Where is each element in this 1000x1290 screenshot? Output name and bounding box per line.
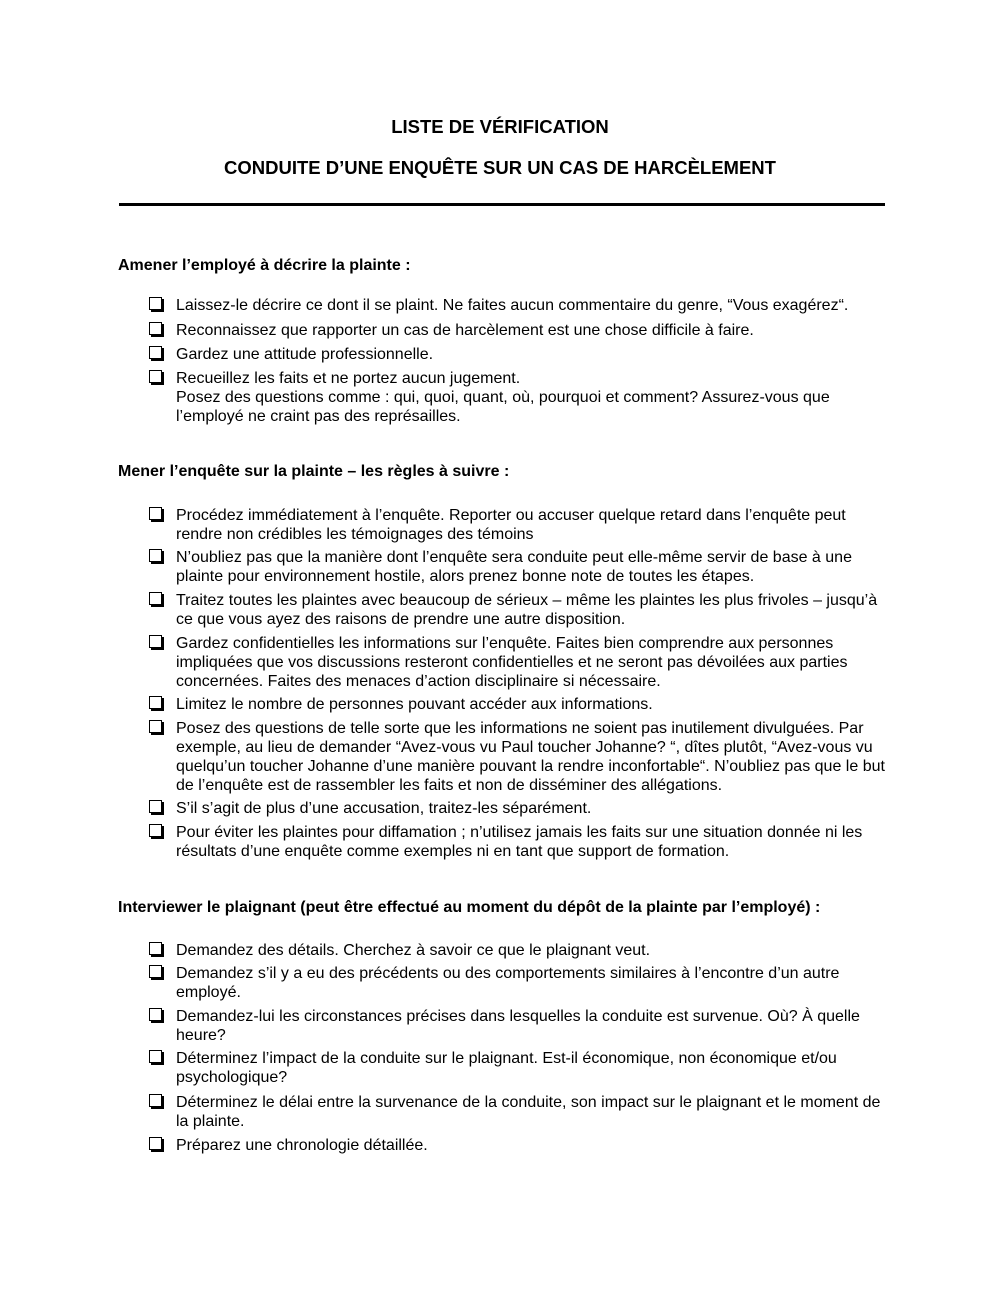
checkbox-icon[interactable] [149, 322, 162, 335]
checklist-item [176, 321, 888, 340]
checklist-item [176, 1136, 888, 1155]
checklist-item-text: Préparez une chronologie détaillée. [176, 1137, 428, 1154]
checklist-item-text: Demandez s’il y a eu des précédents ou des comportements similaires à l’encontre d’un autre employé. [176, 965, 840, 1001]
checklist-item-text: Déterminez le délai entre la survenance de la conduite, son impact sur le plaignant et le moment de la plainte. [176, 1094, 881, 1130]
checklist-item [176, 695, 888, 714]
checkbox-icon[interactable] [149, 824, 162, 837]
checklist-item [176, 591, 888, 629]
checklist-item-text: Gardez une attitude professionnelle. [176, 346, 434, 363]
checklist-item-text: N’oubliez pas que la manière dont l’enquête sera conduite peut elle-même servir de base à une plainte pour environnement hostile, alors prenez bonne note de toutes les étapes. [176, 549, 852, 585]
section-heading-interview-complainant: Interviewer le plaignant (peut être effectué au moment du dépôt de la plainte par l’employé) : [118, 899, 821, 916]
document-title: LISTE DE VÉRIFICATION [391, 116, 609, 137]
checklist-item [176, 369, 888, 426]
checklist-item [176, 345, 888, 364]
checklist-item-text: Gardez confidentielles les informations sur l’enquête. Faites bien comprendre aux personnes impliquées que vos discussions resteront confidentielles et ne seront pas dévoilées aux parties concernées. Faites des menaces d’action disciplinaire si nécessaire. [176, 635, 848, 690]
checkbox-icon[interactable] [149, 1050, 162, 1063]
checklist-item [176, 1093, 888, 1131]
checklist-item-text: S’il s’agit de plus d’une accusation, traitez-les séparément. [176, 800, 592, 817]
checkbox-icon[interactable] [149, 720, 162, 733]
checkbox-icon[interactable] [149, 549, 162, 562]
checklist-item-text: Pour éviter les plaintes pour diffamation ; n’utilisez jamais les faits sur une situation donnée ni les résultats d’une enquête comme exemples ni en tant que support de formation. [176, 824, 863, 860]
document-subtitle: CONDUITE D’UNE ENQUÊTE SUR UN CAS DE HARCÈLEMENT [224, 157, 776, 178]
checkbox-icon[interactable] [149, 1137, 162, 1150]
checkbox-icon[interactable] [149, 370, 162, 383]
checklist-item [176, 1007, 888, 1045]
checklist-item [176, 964, 888, 1002]
checklist-item [176, 296, 888, 315]
checklist-item-text: Reconnaissez que rapporter un cas de harcèlement est une chose difficile à faire. [176, 322, 754, 339]
checkbox-icon[interactable] [149, 1008, 162, 1021]
checkbox-icon[interactable] [149, 592, 162, 605]
checkbox-icon[interactable] [149, 346, 162, 359]
checklist-item-text: Procédez immédiatement à l’enquête. Reporter ou accuser quelque retard dans l’enquête peut rendre non crédibles les témoignages des témoins [176, 507, 846, 543]
title-divider [119, 203, 885, 206]
checkbox-icon[interactable] [149, 1094, 162, 1107]
checklist-item-text: Posez des questions de telle sorte que les informations ne soient pas inutilement divulguées. Par exemple, au lieu de demander “Avez-vous vu Paul toucher Johanne? “, dîtes plutôt, “Avez-vous vu quelqu’un toucher Johanne d’une manière pouvant la rendre inconfortable“. N’oubliez pas que le but de l’enquête est de rassembler les faits et non de disséminer des allégations. [176, 720, 885, 794]
checklist-item-text: Demandez des détails. Cherchez à savoir ce que le plaignant veut. [176, 942, 651, 959]
checklist-item [176, 506, 888, 544]
checkbox-icon[interactable] [149, 942, 162, 955]
checklist-item-text: Recueillez les faits et ne portez aucun jugement. [176, 370, 521, 387]
checklist-item [176, 941, 888, 960]
checklist-item [176, 634, 888, 691]
checkbox-icon[interactable] [149, 635, 162, 648]
section-heading-investigation-rules: Mener l’enquête sur la plainte – les règles à suivre : [118, 463, 510, 480]
checklist-item-text: Limitez le nombre de personnes pouvant accéder aux informations. [176, 696, 653, 713]
checklist-item [176, 823, 888, 861]
section-heading-describe-complaint: Amener l’employé à décrire la plainte : [118, 257, 411, 274]
checkbox-icon[interactable] [149, 696, 162, 709]
checklist-item-text: Laissez-le décrire ce dont il se plaint. Ne faites aucun commentaire du genre, “Vous exagérez“. [176, 297, 849, 314]
checklist-item [176, 1049, 888, 1087]
checklist-item-text: Demandez-lui les circonstances précises dans lesquelles la conduite est survenue. Où? À quelle heure? [176, 1008, 860, 1044]
checklist-item-text: Déterminez l’impact de la conduite sur le plaignant. Est-il économique, non économique et/ou psychologique? [176, 1050, 837, 1086]
checklist-item [176, 719, 888, 795]
checklist-item [176, 799, 888, 818]
checklist-item-text: Traitez toutes les plaintes avec beaucoup de sérieux – même les plaintes les plus frivoles – jusqu’à ce que vous ayez des raisons de prendre une autre disposition. [176, 592, 878, 628]
checklist-item-subtext: Posez des questions comme : qui, quoi, quant, où, pourquoi et comment? Assurez-vous que l’employé ne craint pas des représailles. [176, 389, 830, 425]
checkbox-icon[interactable] [149, 965, 162, 978]
checkbox-icon[interactable] [149, 507, 162, 520]
checklist-item [176, 548, 888, 586]
checkbox-icon[interactable] [149, 800, 162, 813]
checkbox-icon[interactable] [149, 297, 162, 310]
